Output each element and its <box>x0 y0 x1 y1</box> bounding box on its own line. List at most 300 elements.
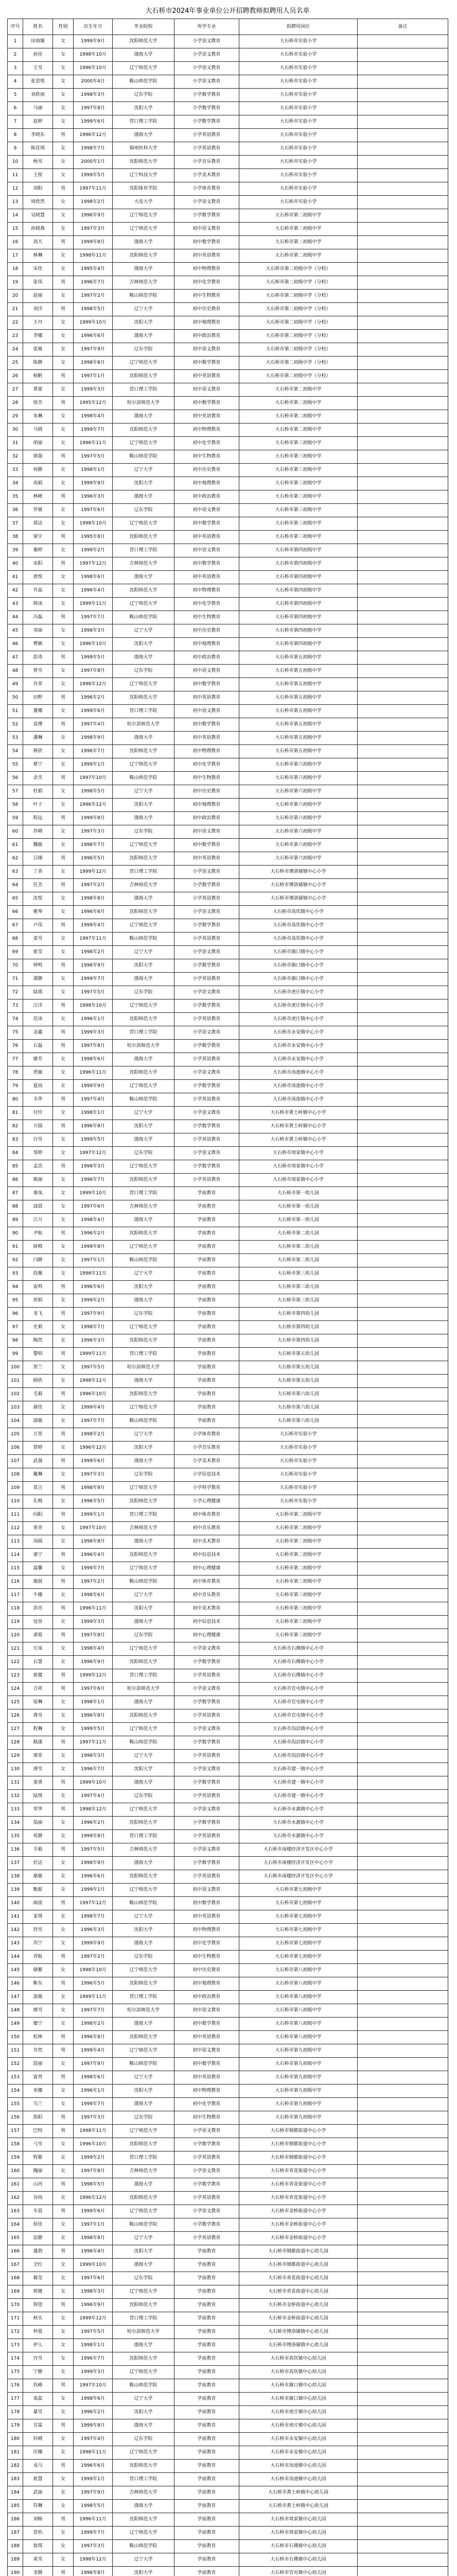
cell-name: 荣华 <box>23 1803 53 1817</box>
cell-post: 大石桥市周家镇中心小学 <box>239 1174 358 1187</box>
cell-note <box>358 866 448 879</box>
cell-post: 大石桥市永安镇中心小学 <box>239 1026 358 1040</box>
table-row <box>8 1575 448 1589</box>
cell-sex: 男 <box>53 2299 74 2312</box>
cell-birth: 1997年5月 <box>74 1361 113 1375</box>
cell-school: 渤海大学 <box>113 973 174 986</box>
cell-post: 大石桥市第三初级中学 <box>239 1602 358 1616</box>
cell-post: 大石桥市建一镇中心小学 <box>239 1763 358 1776</box>
cell-school: 沈阳师范大学 <box>113 1549 174 1562</box>
cell-post: 大石桥市第九初级中学 <box>239 2071 358 2084</box>
cell-no: 25 <box>8 357 23 370</box>
table-row <box>8 1884 448 1897</box>
cell-birth: 1996年4月 <box>74 584 113 598</box>
cell-sex: 女 <box>53 2500 74 2513</box>
table-row <box>8 370 448 383</box>
cell-name: 秦岚 <box>23 1187 53 1200</box>
table-row <box>8 2098 448 2111</box>
cell-post: 大石桥市第四初级中学 <box>239 584 358 598</box>
table-row <box>8 2326 448 2339</box>
table-row <box>8 1991 448 2004</box>
cell-major: 小学英语教育 <box>174 892 239 906</box>
cell-birth: 1999年10月 <box>74 316 113 330</box>
cell-major: 小学英语教育 <box>174 1013 239 1026</box>
cell-name: 龙腾 <box>23 2567 53 2576</box>
cell-name: 唐悦 <box>23 571 53 584</box>
table-row <box>8 1080 448 1093</box>
cell-sex: 女 <box>53 2192 74 2205</box>
cell-sex: 女 <box>53 2098 74 2111</box>
cell-major: 初中历史教育 <box>174 1964 239 1977</box>
cell-post: 大石桥市第九初级中学 <box>239 2044 358 2058</box>
cell-sex: 女 <box>53 1709 74 1723</box>
cell-school: 沈阳师范大学 <box>113 249 174 263</box>
cell-school: 辽宁师范大学 <box>113 62 174 75</box>
cell-sex: 女 <box>53 933 74 946</box>
cell-school: 哈尔滨师范大学 <box>113 2326 174 2339</box>
cell-note <box>358 2058 448 2071</box>
cell-post: 大石桥市第五初级中学 <box>239 718 358 732</box>
table-row <box>8 2071 448 2084</box>
cell-name: 余杰 <box>23 772 53 785</box>
cell-no: 99 <box>8 1348 23 1361</box>
table-row <box>8 2460 448 2473</box>
cell-no: 155 <box>8 2098 23 2111</box>
cell-note <box>358 799 448 812</box>
cell-no: 27 <box>8 383 23 397</box>
cell-name: 糜宁 <box>23 2018 53 2031</box>
cell-birth: 1997年9月 <box>74 1308 113 1321</box>
cell-birth: 1996年7月 <box>74 2352 113 2366</box>
cell-birth: 1998年6月 <box>74 1053 113 1066</box>
cell-school: 沈阳师范大学 <box>113 1709 174 1723</box>
cell-post: 大石桥市永安镇中心小学 <box>239 1040 358 1053</box>
cell-no: 75 <box>8 1026 23 1040</box>
cell-sex: 女 <box>53 156 74 169</box>
cell-note <box>358 1093 448 1107</box>
cell-post: 大石桥市第三初级中学 <box>239 1575 358 1589</box>
cell-no: 62 <box>8 852 23 866</box>
cell-name: 袁博 <box>23 718 53 732</box>
cell-note <box>358 2125 448 2138</box>
cell-sex: 男 <box>53 129 74 142</box>
cell-no: 77 <box>8 1053 23 1066</box>
cell-sex: 男 <box>53 959 74 973</box>
cell-sex: 男 <box>53 557 74 571</box>
cell-school: 渤海大学 <box>113 1616 174 1629</box>
cell-sex: 男 <box>53 2044 74 2058</box>
table-row <box>8 1040 448 1053</box>
cell-no: 12 <box>8 182 23 196</box>
cell-school: 鞍山师范学院 <box>113 2540 174 2553</box>
cell-no: 111 <box>8 1509 23 1522</box>
cell-note <box>358 557 448 571</box>
cell-note <box>358 2111 448 2125</box>
table-row <box>8 517 448 531</box>
cell-note <box>358 290 448 303</box>
cell-post: 大石桥市第八初级中学 <box>239 2004 358 2018</box>
cell-sex: 女 <box>53 1241 74 1254</box>
cell-school: 渤海大学 <box>113 2259 174 2272</box>
cell-major: 小学语文教育 <box>174 48 239 62</box>
cell-note <box>358 571 448 584</box>
cell-note <box>358 691 448 705</box>
cell-birth: 1999年1月 <box>74 1509 113 1522</box>
cell-post: 大石桥市青花街道中心小学 <box>239 2178 358 2192</box>
cell-name: 车晨 <box>23 2205 53 2218</box>
cell-no: 38 <box>8 531 23 544</box>
cell-school: 沈阳师范大学 <box>113 1174 174 1187</box>
table-row <box>8 2393 448 2406</box>
cell-birth: 1998年10月 <box>74 1964 113 1977</box>
cell-name: 董娜 <box>23 705 53 718</box>
cell-school: 沈阳大学 <box>113 102 174 115</box>
cell-name: 罗敏 <box>23 504 53 517</box>
table-row <box>8 1241 448 1254</box>
cell-sex: 女 <box>53 1535 74 1549</box>
cell-major: 初中政治教育 <box>174 330 239 343</box>
cell-no: 185 <box>8 2500 23 2513</box>
cell-post: 大石桥市官屯镇中心幼儿园 <box>239 2567 358 2576</box>
cell-post: 大石桥市第四初级中学 <box>239 638 358 651</box>
cell-birth: 1998年9月 <box>74 732 113 745</box>
cell-no: 184 <box>8 2486 23 2500</box>
cell-birth: 1997年12月 <box>74 1897 113 1910</box>
cell-sex: 女 <box>53 1080 74 1093</box>
cell-sex: 男 <box>53 2071 74 2084</box>
table-row <box>8 531 448 544</box>
cell-no: 58 <box>8 799 23 812</box>
cell-name: 杨雪 <box>23 156 53 169</box>
cell-sex: 女 <box>53 1964 74 1977</box>
cell-name: 邴雪 <box>23 2004 53 2018</box>
cell-birth: 1997年3月 <box>74 2540 113 2553</box>
cell-post: 大石桥市建一镇中心小学 <box>239 1790 358 1803</box>
cell-note <box>358 1790 448 1803</box>
cell-note <box>358 1428 448 1442</box>
table-row <box>8 330 448 343</box>
cell-no: 92 <box>8 1254 23 1267</box>
cell-sex: 女 <box>53 464 74 477</box>
cell-post: 大石桥市第二初级中学 <box>239 1535 358 1549</box>
cell-no: 59 <box>8 812 23 825</box>
cell-name: 松林 <box>23 2031 53 2044</box>
cell-birth: 1999年7月 <box>74 2098 113 2111</box>
cell-no: 52 <box>8 718 23 732</box>
cell-name: 林琳 <box>23 249 53 263</box>
cell-school: 辽宁师范大学 <box>113 1080 174 1093</box>
header-sex: 性别 <box>53 19 74 35</box>
cell-birth: 1998年8月 <box>74 892 113 906</box>
cell-note <box>358 999 448 1013</box>
cell-note <box>358 142 448 156</box>
cell-major: 学前教育 <box>174 2312 239 2326</box>
cell-post: 大石桥市第三初级中学 <box>239 450 358 464</box>
cell-school: 渤海大学 <box>113 1776 174 1790</box>
cell-sex: 男 <box>53 691 74 705</box>
cell-birth: 1999年9月 <box>74 35 113 48</box>
cell-note <box>358 1575 448 1589</box>
cell-birth: 1996年2月 <box>74 2406 113 2419</box>
cell-school: 渤海大学 <box>113 263 174 276</box>
cell-birth: 1996年7月 <box>74 1763 113 1776</box>
cell-sex: 男 <box>53 1482 74 1495</box>
cell-name: 孟浩 <box>23 1160 53 1174</box>
cell-major: 学前教育 <box>174 1241 239 1254</box>
cell-birth: 1997年8月 <box>74 1040 113 1053</box>
cell-school: 营口理工学院 <box>113 1509 174 1522</box>
table-row <box>8 1937 448 1951</box>
table-row <box>8 919 448 933</box>
cell-name: 向阳 <box>23 1509 53 1522</box>
cell-birth: 1999年12月 <box>74 2312 113 2326</box>
cell-birth: 2000年4月 <box>74 75 113 89</box>
table-row <box>8 1308 448 1321</box>
cell-post: 大石桥市第二初级中学 <box>239 223 358 236</box>
cell-major: 初中语文教育 <box>174 504 239 517</box>
cell-birth: 1996年11月 <box>74 1602 113 1616</box>
cell-no: 35 <box>8 490 23 504</box>
table-row <box>8 1468 448 1482</box>
cell-no: 31 <box>8 437 23 450</box>
cell-major: 初中英语教育 <box>174 410 239 423</box>
cell-no: 90 <box>8 1227 23 1241</box>
cell-post: 大石桥市实验小学 <box>239 35 358 48</box>
table-row <box>8 182 448 196</box>
cell-school: 辽东学院 <box>113 89 174 102</box>
cell-note <box>358 1964 448 1977</box>
cell-post: 大石桥市第三初级中学 <box>239 437 358 450</box>
cell-birth: 1999年4月 <box>74 1401 113 1415</box>
cell-note <box>358 544 448 557</box>
cell-major: 小学音乐教育 <box>174 156 239 169</box>
cell-post: 大石桥市第二初级中学（分校） <box>239 370 358 383</box>
cell-sex: 女 <box>53 290 74 303</box>
cell-note <box>358 598 448 611</box>
cell-school: 辽宁师范大学 <box>113 2205 174 2218</box>
cell-name: 陆瑶 <box>23 986 53 999</box>
cell-birth: 1998年6月 <box>74 2393 113 2406</box>
cell-post: 大石桥市第二初级中学 <box>239 410 358 423</box>
cell-sex: 女 <box>53 2272 74 2285</box>
cell-school: 沈阳师范大学 <box>113 906 174 919</box>
cell-birth: 1997年1月 <box>74 1254 113 1267</box>
cell-birth: 1995年12月 <box>74 397 113 410</box>
table-row <box>8 75 448 89</box>
table-row <box>8 2259 448 2272</box>
cell-birth: 1997年4月 <box>74 1790 113 1803</box>
table-row <box>8 236 448 249</box>
table-row <box>8 892 448 906</box>
cell-school: 营口理工学院 <box>113 1669 174 1683</box>
cell-school: 辽东学院 <box>113 986 174 999</box>
cell-no: 4 <box>8 75 23 89</box>
table-row <box>8 2419 448 2433</box>
cell-no: 26 <box>8 370 23 383</box>
cell-post: 大石桥市第五初级中学 <box>239 665 358 678</box>
cell-sex: 女 <box>53 544 74 557</box>
table-row <box>8 1522 448 1535</box>
cell-post: 大石桥市实验小学 <box>239 156 358 169</box>
table-row <box>8 1066 448 1080</box>
cell-name: 陈佳琪 <box>23 142 53 156</box>
cell-no: 121 <box>8 1642 23 1656</box>
cell-name: 孙晓燕 <box>23 223 53 236</box>
cell-note <box>358 223 448 236</box>
table-row <box>8 571 448 584</box>
cell-sex: 女 <box>53 209 74 223</box>
cell-no: 101 <box>8 1375 23 1388</box>
cell-major: 初中英语教育 <box>174 571 239 584</box>
cell-major: 学前教育 <box>174 1214 239 1227</box>
cell-no: 54 <box>8 745 23 758</box>
cell-birth: 1999年8月 <box>74 1830 113 1843</box>
table-row <box>8 2125 448 2138</box>
cell-post: 大石桥市黄土岭镇中心小学 <box>239 1120 358 1133</box>
cell-birth: 1996年10月 <box>74 62 113 75</box>
cell-note <box>358 2527 448 2540</box>
cell-major: 学前教育 <box>174 1321 239 1334</box>
cell-birth: 1999年9月 <box>74 1937 113 1951</box>
cell-name: 焦阳 <box>23 2111 53 2125</box>
cell-birth: 1997年7月 <box>74 1415 113 1428</box>
cell-major: 小学英语教育 <box>174 1790 239 1803</box>
cell-no: 124 <box>8 1683 23 1696</box>
cell-note <box>358 75 448 89</box>
cell-post: 大石桥市第五幼儿园 <box>239 1348 358 1361</box>
cell-post: 大石桥市实验小学 <box>239 1495 358 1509</box>
cell-note <box>358 986 448 999</box>
cell-major: 初中数学教育 <box>174 557 239 571</box>
cell-major: 学前教育 <box>174 1227 239 1241</box>
cell-no: 84 <box>8 1147 23 1160</box>
table-row <box>8 2433 448 2446</box>
cell-name: 邱晨 <box>23 1200 53 1214</box>
cell-post: 大石桥市旗口镇中心小学 <box>239 973 358 986</box>
cell-birth: 1999年8月 <box>74 1241 113 1254</box>
cell-birth: 1997年10月 <box>74 1522 113 1535</box>
cell-birth: 1998年2月 <box>74 196 113 209</box>
cell-name: 孔梅 <box>23 1495 53 1509</box>
cell-note <box>358 906 448 919</box>
table-row <box>8 1776 448 1790</box>
cell-post: 大石桥市第七初级中学 <box>239 1897 358 1910</box>
cell-name: 何静 <box>23 464 53 477</box>
cell-post: 大石桥市第六幼儿园 <box>239 1401 358 1415</box>
cell-post: 大石桥市南楼经济开发区中心小学 <box>239 1857 358 1870</box>
cell-sex: 女 <box>53 2312 74 2326</box>
cell-note <box>358 1174 448 1187</box>
cell-post: 大石桥市黄土岭镇中心幼儿园 <box>239 2500 358 2513</box>
cell-sex: 男 <box>53 879 74 892</box>
cell-major: 初中生物教育 <box>174 450 239 464</box>
cell-major: 初中语文教育 <box>174 1884 239 1897</box>
cell-post: 大石桥市旗口镇中心幼儿园 <box>239 2393 358 2406</box>
table-row <box>8 383 448 397</box>
cell-note <box>358 1803 448 1817</box>
cell-sex: 女 <box>53 906 74 919</box>
cell-post: 大石桥市水源镇中心小学 <box>239 1830 358 1843</box>
cell-name: 诸葛 <box>23 1629 53 1642</box>
cell-no: 22 <box>8 316 23 330</box>
cell-school: 辽宁师范大学 <box>113 919 174 933</box>
cell-name: 尹航 <box>23 1227 53 1241</box>
cell-sex: 女 <box>53 517 74 531</box>
cell-name: 吴晓慧 <box>23 209 53 223</box>
cell-school: 渤海大学 <box>113 48 174 62</box>
cell-note <box>358 2138 448 2151</box>
cell-birth: 1998年12月 <box>74 1803 113 1817</box>
cell-note <box>358 2218 448 2232</box>
table-row <box>8 1843 448 1857</box>
cell-post: 大石桥市第四初级中学 <box>239 557 358 571</box>
cell-post: 大石桥市实验小学 <box>239 48 358 62</box>
cell-name: 杜娟 <box>23 785 53 799</box>
cell-major: 初中物理教育 <box>174 584 239 598</box>
cell-birth: 1997年11月 <box>74 182 113 196</box>
cell-major: 小学数学教育 <box>174 2178 239 2192</box>
cell-note <box>358 1214 448 1227</box>
cell-birth: 1997年5月 <box>74 2326 113 2339</box>
cell-no: 50 <box>8 691 23 705</box>
cell-post: 大石桥市虎庄镇中心小学 <box>239 1013 358 1026</box>
cell-post: 大石桥市第五初级中学 <box>239 678 358 691</box>
cell-sex: 女 <box>53 1616 74 1629</box>
cell-birth: 1996年12月 <box>74 2192 113 2205</box>
cell-school: 营口理工学院 <box>113 2151 174 2165</box>
cell-note <box>358 651 448 665</box>
cell-name: 方圆 <box>23 1120 53 1133</box>
cell-sex: 女 <box>53 1107 74 1120</box>
cell-school: 辽宁师范大学 <box>113 758 174 772</box>
cell-sex: 女 <box>53 1321 74 1334</box>
cell-sex: 男 <box>53 1388 74 1401</box>
cell-name: 付玲 <box>23 1107 53 1120</box>
cell-post: 大石桥市实验小学 <box>239 102 358 115</box>
cell-no: 72 <box>8 986 23 999</box>
cell-birth: 1998年4月 <box>74 410 113 423</box>
cell-name: 蔡宁 <box>23 758 53 772</box>
cell-sex: 男 <box>53 1683 74 1696</box>
cell-name: 汤圆 <box>23 1535 53 1549</box>
cell-note <box>358 1951 448 1964</box>
cell-school: 营口理工学院 <box>113 1026 174 1040</box>
cell-school: 渤海大学 <box>113 1053 174 1066</box>
table-row <box>8 249 448 263</box>
cell-name: 廖芳 <box>23 1053 53 1066</box>
cell-school: 大连大学 <box>113 196 174 209</box>
document <box>7 4 448 2576</box>
cell-major: 小学英语教育 <box>174 973 239 986</box>
cell-no: 88 <box>8 1200 23 1214</box>
cell-sex: 女 <box>53 196 74 209</box>
cell-birth: 1997年4月 <box>74 2433 113 2446</box>
cell-birth: 1998年8月 <box>74 2232 113 2245</box>
table-row <box>8 1214 448 1227</box>
cell-birth: 1996年6月 <box>74 1281 113 1294</box>
cell-name: 张伟 <box>23 276 53 290</box>
cell-name: 张思悦 <box>23 75 53 89</box>
cell-school: 哈尔滨师范大学 <box>113 1040 174 1053</box>
cell-major: 学前教育 <box>174 2285 239 2299</box>
cell-post: 大石桥市第三初级中学 <box>239 1616 358 1629</box>
cell-name: 仲夏 <box>23 2326 53 2339</box>
table-row <box>8 450 448 464</box>
cell-name: 陶然 <box>23 1334 53 1348</box>
cell-name: 弓雪 <box>23 2138 53 2151</box>
cell-school: 辽宁大学 <box>113 2553 174 2567</box>
cell-school: 辽宁师范大学 <box>113 678 174 691</box>
